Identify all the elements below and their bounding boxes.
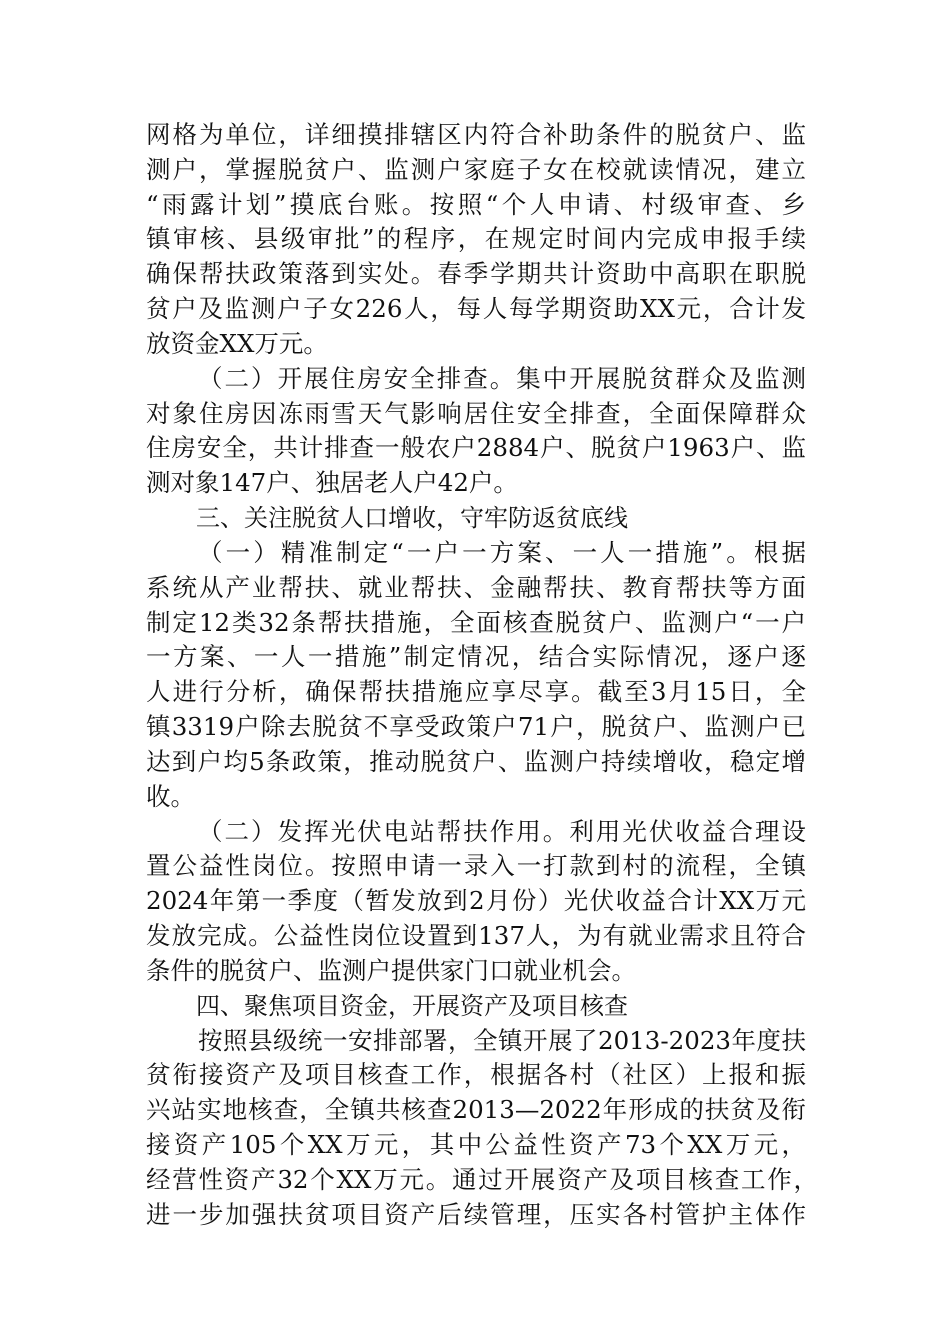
body-text-line: 住房安全，共计排查一般农户2884户、脱贫户1963户、监 [146,433,806,462]
subheading-line: （二）发挥光伏电站帮扶作用。利用光伏收益合理设 [198,817,806,846]
body-text-line: 按照县级统一安排部署，全镇开展了2013-2023年度扶 [198,1026,806,1055]
subheading-line: （一）精准制定“一户一方案、一人一措施”。根据 [198,538,806,567]
body-text-line: 2024年第一季度（暂发放到2月份）光伏收益合计XX万元 [146,886,806,915]
body-text-line: 贫衔接资产及项目核查工作，根据各村（社区）上报和振 [146,1060,806,1089]
body-text-line: 对象住房因冻雨雪天气影响居住安全排查，全面保障群众 [146,399,806,428]
body-text-line: 发放完成。公益性岗位设置到137人，为有就业需求且符合 [146,921,806,950]
body-text-line: 制定12类32条帮扶措施，全面核查脱贫户、监测户“一户 [146,608,806,637]
body-text-line: 兴站实地核查，全镇共核查2013—2022年形成的扶贫及衔 [146,1095,806,1124]
body-text-line: 条件的脱贫户、监测户提供家门口就业机会。 [146,956,636,985]
subheading-line: （二）开展住房安全排查。集中开展脱贫群众及监测 [198,364,806,393]
body-text-line: 接资产105个XX万元，其中公益性资产73个XX万元， [146,1130,806,1159]
body-text-line: 确保帮扶政策落到实处。春季学期共计资助中高职在职脱 [146,259,806,288]
body-text-line: 人进行分析，确保帮扶措施应享尽享。截至3月15日，全 [146,677,806,706]
body-text-line: 测户，掌握脱贫户、监测户家庭子女在校就读情况，建立 [146,155,806,184]
body-text-line: 镇审核、县级审批”的程序，在规定时间内完成申报手续 [146,224,806,253]
section-heading: 三、关注脱贫人口增收，守牢防返贫底线 [196,504,628,532]
body-text-line: 放资金XX万元。 [146,329,328,358]
body-text-line: 一方案、一人一措施”制定情况，结合实际情况，逐户逐 [146,642,806,671]
body-text-line: 镇3319户除去脱贫不享受政策户71户，脱贫户、监测户已 [146,712,806,741]
body-text-line: 网格为单位，详细摸排辖区内符合补助条件的脱贫户、监 [146,120,806,149]
body-text-line: 贫户及监测户子女226人，每人每学期资助XX元，合计发 [146,294,806,323]
body-text-line: 进一步加强扶贫项目资产后续管理，压实各村管护主体作 [146,1200,806,1229]
body-text-line: 经营性资产32个XX万元。通过开展资产及项目核查工作， [146,1165,818,1194]
body-text-line: “雨露计划”摸底台账。按照“个人申请、村级审查、乡 [146,190,806,219]
body-text-line: 置公益性岗位。按照申请一录入一打款到村的流程，全镇 [146,851,806,880]
body-text-line: 达到户均5条政策，推动脱贫户、监测户持续增收，稳定增 [146,747,806,776]
body-text-line: 测对象147户、独居老人户42户。 [146,468,518,497]
body-text-line: 系统从产业帮扶、就业帮扶、金融帮扶、教育帮扶等方面 [146,573,806,602]
section-heading: 四、聚焦项目资金，开展资产及项目核查 [196,992,628,1020]
body-text-line: 收。 [146,782,195,811]
